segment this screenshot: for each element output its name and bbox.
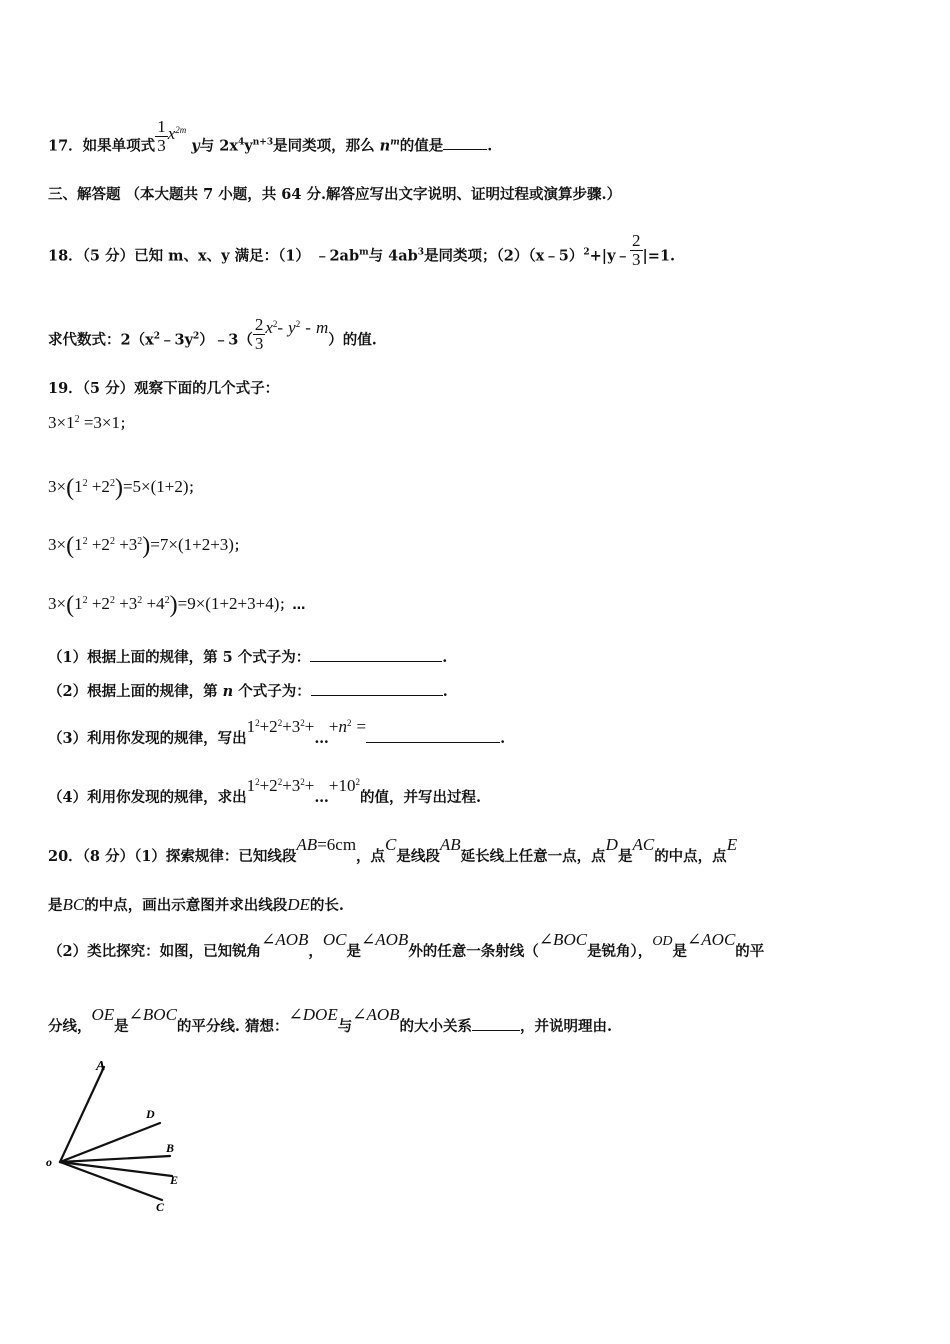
q19-part4 [48,776,482,806]
q18-x: x [265,318,273,338]
q19-sq: 2 [82,595,88,606]
q18-l2-a: 求代数式：2（x [48,331,154,349]
q19-sq: 2 [300,777,305,788]
q18-l2-b: ﹣3y [160,331,194,349]
q18-minus1: - [277,318,284,338]
q19-ellipsis: … [292,598,306,613]
q17-exp-n3: n+3 [252,137,274,148]
q20-l1-c: 是线段 [396,848,440,865]
q18-exp-2: 2 [583,247,590,258]
q17-prefix: 17．如果单项式 [48,137,156,155]
q17-fraction [155,118,168,155]
q18-text-c: 是同类项；（2）（x﹣5） [424,247,584,265]
q17-mid2: 是同类项，那么 [273,137,380,155]
q18-text-b: 与 4ab [368,247,418,265]
q19-part1 [48,649,447,666]
q19-sq: 2 [109,595,115,606]
q19-p3-plus3: +3 [282,717,301,736]
q20-l4-e: 的大小关系 [399,1018,473,1035]
q20-boc: ∠BOC [538,930,588,949]
q20-l4-f: ，并说明理由. [520,1018,613,1035]
q19-sq: 2 [255,718,260,729]
angle-figure [40,1055,200,1220]
q17-y: y [191,137,200,155]
q20-l2-b: 的中点，画出示意图并求出线段 [84,897,288,914]
label-c: C [156,1200,165,1214]
q19-rp4: ) [169,592,178,618]
q20-c: C [385,835,397,854]
q19-p4-plus3: +3 [282,776,301,795]
q17-suffix: 的值是 [399,137,444,155]
q20-l1-b: ，点 [356,848,386,865]
q19-sq: 2 [164,595,170,606]
q19-p3-a: （3）利用你发现的规律，写出 [48,730,247,747]
q19-p1-text: （1）根据上面的规律，第 5 个式子为： [48,649,311,666]
q19-p3-end: . [500,730,506,747]
q19-p4-plus: + [304,776,315,795]
q19-p4-b: 的值，并写出过程. [359,789,482,806]
q19-p3-dots: … [314,730,329,747]
q20-l1-a: 20．（8 分）（1）探索规律：已知线段 [48,848,297,865]
q20-boc2: ∠BOC [128,1005,177,1024]
q19-p3-blank [366,730,500,743]
q19-p4-plus10: +10 [328,776,356,795]
q19-eq2-c: +2 [91,477,110,496]
q19-sep3: ； [233,539,247,554]
q20-ab-val: =6cm [317,835,357,854]
q19-eq4-b: 1 [74,594,83,613]
q20-doe: ∠DOE [288,1005,338,1024]
q19-lp3: ( [66,533,75,559]
q19-sep2: ； [188,481,202,496]
q19-sq: 2 [82,478,88,489]
q19-rp3: ) [142,533,151,559]
q19-p2-blank [311,683,443,696]
q19-eq2-b: 1 [74,477,83,496]
q19-rp2: ) [114,475,123,501]
q18-exp-3: 3 [417,247,425,258]
q19-eq4-a: 3× [48,594,67,613]
q18-frac-num: 2 [632,231,641,250]
q19-lp2: ( [66,475,75,501]
q20-l3-e: 是 [672,943,688,960]
q19-p3-plusn: + [328,717,339,736]
q17-n: n [379,137,391,155]
q17-exp4: 4 [238,137,245,148]
q17-line [48,117,493,165]
q17-mid: 与 2x [199,137,239,155]
q19-sq: 2 [137,595,143,606]
q19-eq4-f: =9×(1+2+3+4) [177,594,280,613]
q19-p2-end: . [442,683,448,700]
q17-frac-den: 3 [157,135,166,155]
q20-de: DE [287,895,310,914]
q19-sq: 2 [346,718,352,729]
q20-l1-d: 延长线上任意一点，点 [460,848,606,865]
q19-sep4: ； [279,598,293,613]
q18-frac2-num: 2 [254,315,264,334]
q18-fraction [630,232,643,269]
q20-ab: AB [439,835,461,854]
q19-part2 [48,683,448,700]
q17-x-exp: 2m [175,125,187,136]
q18-l2-c: ）﹣3（ [199,331,253,349]
q17-y2: y [244,137,253,155]
q19-sq: 2 [277,718,283,729]
label-b: B [166,1141,175,1155]
q19-sq: 2 [277,777,283,788]
q19-eq3-c: +2 [91,535,110,554]
q20-oe: OE [91,1005,115,1024]
q20-od: OD [652,934,673,949]
q19-eq3 [48,530,247,557]
q19-eq2-a: 3× [48,477,67,496]
q19-p3-plus: + [304,717,315,736]
q19-lp4: ( [66,592,75,618]
q19-eq3-d: +3 [119,535,138,554]
q20-l3-b: 是 [346,943,362,960]
q18-text-a: 18．（5 分）已知 m、x、y 满足：（1） ﹣2ab [48,247,360,265]
q18-line2 [48,315,377,359]
q20-l4-d: 与 [337,1018,353,1035]
q17-answer-blank [443,137,487,150]
q19-sq: 2 [300,718,305,729]
q18-sq2: 2 [193,331,200,342]
q19-sq: 2 [137,536,143,547]
q20-l3-d: 是锐角）， [587,943,653,960]
section3-heading: 三、解答题 （本大题共 7 小题，共 64 分.解答应写出文字说明、证明过程或演算步骤.） [48,186,622,203]
q20-l2-a: 是 [48,897,63,914]
q18-m: m [316,318,329,338]
label-o: o [46,1155,52,1169]
q20-aob3: ∠AOB [352,1005,400,1024]
q20-l1-f: 的中点，点 [654,848,727,865]
q19-p4-plus2: +2 [259,776,278,795]
q18-minus2: - [305,318,311,338]
q19-sq: 2 [355,777,360,788]
q20-d: D [605,835,618,854]
q18-frac2-den: 3 [254,333,264,353]
q19-p4-dots: … [314,789,329,806]
q20-ac: AC [632,835,655,854]
q19-sq: 2 [82,536,88,547]
q18-y: y [288,318,296,338]
q20-bc: BC [62,895,85,914]
q19-sq: 2 [109,478,115,489]
q20-l4-c: 的平分线. 猜想： [176,1018,289,1035]
q19-eq4-d: +3 [119,594,138,613]
q20-e: E [726,835,738,854]
q20-l3-f: 的平 [735,943,765,960]
q19-eq4-e: +4 [146,594,165,613]
q19-eq1 [48,413,133,433]
q19-p2-n: n [222,683,234,700]
q20-l3-a: （2）类比探究：如图，已知锐角 [48,943,262,960]
q18-sq1: 2 [153,331,160,342]
q20-l4-a: 分线， [48,1018,92,1035]
q20-aob: ∠AOB [261,930,309,949]
q18-frac-den: 3 [632,249,641,269]
q19-part3 [48,717,506,747]
label-e: E [170,1173,179,1187]
q20-ab-eq: AB [296,835,318,854]
q20-l3-c: 外的任意一条射线（ [408,943,539,960]
q20-line2 [48,896,344,914]
q19-sq: 2 [74,414,80,425]
q19-eq1-a: 3×1 [48,413,75,432]
q19-eq3-b: 1 [74,535,83,554]
q18-line1 [48,231,676,275]
q18-text-e: |=1. [642,247,676,265]
q20-answer-blank [472,1018,520,1031]
label-d: D [146,1107,155,1121]
q19-eq2 [48,472,202,499]
q19-p1-blank [310,649,442,662]
q19-p3-plus2: +2 [259,717,278,736]
q20-l2-c: 的长. [309,897,344,914]
q19-eq3-e: =7×(1+2+3) [150,535,234,554]
q19-p1-end: . [442,649,448,666]
q17-x: x [167,124,176,144]
q18-text-d: +|y﹣ [589,247,631,265]
q18-l2-d: ）的值. [328,331,377,349]
q17-frac-num: 1 [157,117,166,136]
q19-p4-1: 1 [246,776,256,795]
q20-line3 [48,930,765,960]
q20-oc: OC [322,930,347,949]
ray-ob [60,1156,170,1162]
q19-sq: 2 [255,777,260,788]
q19-p3-eq: = [356,717,367,736]
q17-end: . [487,137,493,155]
q20-line1 [48,835,738,865]
q19-eq3-a: 3× [48,535,67,554]
q19-eq2-d: =5×(1+2) [122,477,189,496]
q20-l1-e: 是 [617,848,633,865]
q19-eq4 [48,589,305,616]
q19-p2-a: （2）根据上面的规律，第 [48,683,223,700]
q19-sep1: ； [120,417,134,432]
q19-sq: 2 [109,536,115,547]
q18-exp-m: m [359,247,369,258]
q20-aob2: ∠AOB [361,930,409,949]
q17-n-exp: m [390,137,400,148]
q20-aoc: ∠AOC [687,930,736,949]
label-a: A [96,1059,106,1074]
q20-comma: ， [308,943,323,960]
q20-l4-b: 是 [114,1018,129,1035]
q20-line4 [48,1005,613,1035]
q19-p3-n: n [338,717,347,736]
q19-eq4-c: +2 [91,594,110,613]
q19-p3-1: 1 [246,717,256,736]
q18-x-exp: 2 [272,319,278,330]
q19-p4-a: （4）利用你发现的规律，求出 [48,789,247,806]
q19-title: 19．（5 分）观察下面的几个式子： [48,380,280,397]
q19-eq1-b: =3×1 [83,413,121,432]
q19-p2-b: 个式子为： [233,683,311,700]
q18-y-exp: 2 [295,319,301,330]
q18-fraction2 [253,316,266,353]
